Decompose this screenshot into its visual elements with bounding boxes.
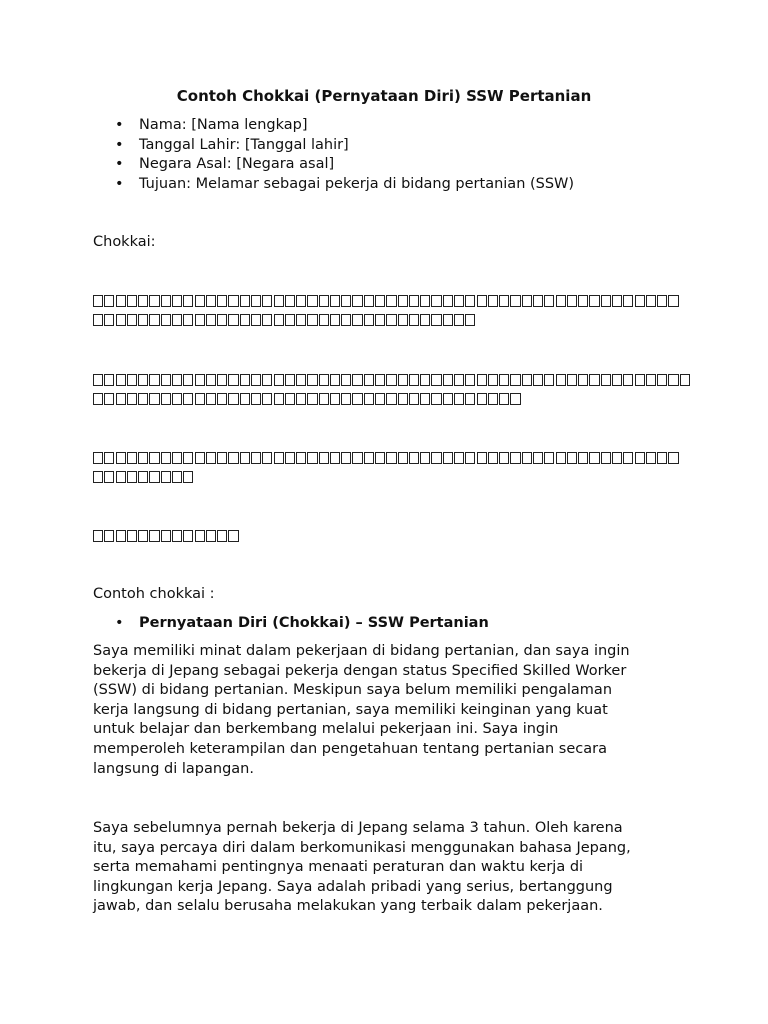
missing-glyph-box bbox=[307, 295, 317, 307]
missing-glyph-box bbox=[454, 393, 464, 405]
missing-glyph-box bbox=[646, 374, 656, 386]
missing-glyph-box bbox=[454, 374, 464, 386]
missing-glyph-box bbox=[375, 374, 385, 386]
missing-glyph-box bbox=[578, 452, 588, 464]
missing-glyph-box bbox=[364, 314, 374, 326]
missing-glyph-box bbox=[635, 374, 645, 386]
glyph-box-line bbox=[93, 448, 683, 468]
missing-glyph-box bbox=[262, 295, 272, 307]
info-item-text: Negara Asal: [Negara asal] bbox=[139, 156, 335, 173]
missing-glyph-box bbox=[657, 295, 667, 307]
info-item-country bbox=[93, 155, 688, 175]
paragraph-line: Saya memiliki minat dalam pekerjaan di bidang pertanian, dan saya ingin bbox=[93, 643, 630, 659]
missing-glyph-box bbox=[330, 295, 340, 307]
missing-glyph-box bbox=[127, 314, 137, 326]
missing-glyph-box bbox=[206, 452, 216, 464]
missing-glyph-box bbox=[116, 314, 126, 326]
missing-glyph-box bbox=[206, 393, 216, 405]
missing-glyph-box bbox=[274, 314, 284, 326]
missing-glyph-box bbox=[319, 295, 329, 307]
missing-glyph-box bbox=[431, 452, 441, 464]
missing-glyph-box bbox=[398, 295, 408, 307]
missing-glyph-box bbox=[364, 452, 374, 464]
unrendered-text-block-1 bbox=[93, 291, 683, 330]
missing-glyph-box bbox=[206, 530, 216, 542]
missing-glyph-box bbox=[296, 452, 306, 464]
missing-glyph-box bbox=[262, 314, 272, 326]
missing-glyph-box bbox=[578, 374, 588, 386]
missing-glyph-box bbox=[431, 314, 441, 326]
missing-glyph-box bbox=[228, 374, 238, 386]
missing-glyph-box bbox=[465, 314, 475, 326]
missing-glyph-box bbox=[172, 530, 182, 542]
missing-glyph-box bbox=[149, 314, 159, 326]
missing-glyph-box bbox=[556, 452, 566, 464]
missing-glyph-box bbox=[499, 393, 509, 405]
missing-glyph-box bbox=[646, 452, 656, 464]
example-heading: Pernyataan Diri (Chokkai) – SSW Pertanian bbox=[139, 615, 489, 631]
info-item-name bbox=[93, 116, 688, 136]
missing-glyph-box bbox=[149, 295, 159, 307]
missing-glyph-box bbox=[544, 452, 554, 464]
missing-glyph-box bbox=[195, 374, 205, 386]
missing-glyph-box bbox=[138, 452, 148, 464]
missing-glyph-box bbox=[488, 393, 498, 405]
missing-glyph-box bbox=[431, 295, 441, 307]
missing-glyph-box bbox=[477, 374, 487, 386]
missing-glyph-box bbox=[127, 471, 137, 483]
missing-glyph-box bbox=[228, 530, 238, 542]
missing-glyph-box bbox=[240, 374, 250, 386]
paragraph-line: (SSW) di bidang pertanian. Meskipun saya belum memiliki pengalaman bbox=[93, 682, 613, 699]
missing-glyph-box bbox=[488, 374, 498, 386]
missing-glyph-box bbox=[183, 374, 193, 386]
bullet-icon: • bbox=[115, 615, 124, 631]
missing-glyph-box bbox=[375, 452, 385, 464]
glyph-box-line bbox=[93, 370, 683, 390]
glyph-box-line bbox=[93, 390, 683, 410]
missing-glyph-box bbox=[589, 374, 599, 386]
missing-glyph-box bbox=[386, 314, 396, 326]
missing-glyph-box bbox=[477, 295, 487, 307]
missing-glyph-box bbox=[274, 295, 284, 307]
missing-glyph-box bbox=[477, 393, 487, 405]
glyph-box-line bbox=[93, 291, 683, 311]
missing-glyph-box bbox=[465, 393, 475, 405]
missing-glyph-box bbox=[398, 393, 408, 405]
missing-glyph-box bbox=[251, 374, 261, 386]
missing-glyph-box bbox=[285, 393, 295, 405]
missing-glyph-box bbox=[93, 393, 103, 405]
missing-glyph-box bbox=[352, 314, 362, 326]
missing-glyph-box bbox=[668, 295, 678, 307]
info-item-purpose bbox=[93, 175, 688, 195]
missing-glyph-box bbox=[307, 452, 317, 464]
missing-glyph-box bbox=[172, 393, 182, 405]
missing-glyph-box bbox=[217, 314, 227, 326]
missing-glyph-box bbox=[488, 295, 498, 307]
missing-glyph-box bbox=[420, 452, 430, 464]
missing-glyph-box bbox=[668, 374, 678, 386]
missing-glyph-box bbox=[319, 314, 329, 326]
missing-glyph-box bbox=[262, 452, 272, 464]
missing-glyph-box bbox=[657, 374, 667, 386]
missing-glyph-box bbox=[104, 295, 114, 307]
missing-glyph-box bbox=[567, 374, 577, 386]
missing-glyph-box bbox=[251, 452, 261, 464]
missing-glyph-box bbox=[307, 374, 317, 386]
missing-glyph-box bbox=[138, 374, 148, 386]
paragraph-line: untuk belajar dan berkembang melalui pekerjaan ini. Saya ingin bbox=[93, 721, 559, 738]
example-label: Contoh chokkai : bbox=[93, 586, 215, 602]
missing-glyph-box bbox=[510, 374, 520, 386]
missing-glyph-box bbox=[116, 452, 126, 464]
missing-glyph-box bbox=[375, 314, 385, 326]
missing-glyph-box bbox=[443, 374, 453, 386]
missing-glyph-box bbox=[420, 314, 430, 326]
missing-glyph-box bbox=[127, 530, 137, 542]
paragraph-line: bekerja di Jepang sebagai pekerja dengan status Specified Skilled Worker bbox=[93, 662, 627, 679]
missing-glyph-box bbox=[172, 374, 182, 386]
missing-glyph-box bbox=[161, 374, 171, 386]
info-item-text: Tujuan: Melamar sebagai pekerja di bidang pertanian (SSW) bbox=[139, 175, 575, 192]
missing-glyph-box bbox=[138, 530, 148, 542]
missing-glyph-box bbox=[183, 295, 193, 307]
missing-glyph-box bbox=[149, 471, 159, 483]
missing-glyph-box bbox=[217, 393, 227, 405]
missing-glyph-box bbox=[635, 452, 645, 464]
missing-glyph-box bbox=[127, 452, 137, 464]
missing-glyph-box bbox=[443, 295, 453, 307]
missing-glyph-box bbox=[386, 452, 396, 464]
bullet-icon: • bbox=[115, 117, 124, 133]
missing-glyph-box bbox=[127, 393, 137, 405]
applicant-info-list bbox=[93, 116, 688, 194]
missing-glyph-box bbox=[341, 295, 351, 307]
paragraph-line: lingkungan kerja Jepang. Saya adalah pribadi yang serius, bertanggung bbox=[93, 878, 613, 895]
missing-glyph-box bbox=[319, 452, 329, 464]
missing-glyph-box bbox=[398, 374, 408, 386]
missing-glyph-box bbox=[161, 393, 171, 405]
unrendered-text-block-2 bbox=[93, 370, 683, 409]
missing-glyph-box bbox=[228, 393, 238, 405]
missing-glyph-box bbox=[274, 393, 284, 405]
paragraph-line: serta memahami pentingnya menaati peraturan dan waktu kerja di bbox=[93, 859, 584, 876]
missing-glyph-box bbox=[206, 314, 216, 326]
missing-glyph-box bbox=[567, 295, 577, 307]
glyph-box-line bbox=[93, 468, 683, 488]
missing-glyph-box bbox=[228, 452, 238, 464]
paragraph-2 bbox=[93, 819, 663, 917]
missing-glyph-box bbox=[330, 393, 340, 405]
missing-glyph-box bbox=[285, 452, 295, 464]
missing-glyph-box bbox=[443, 393, 453, 405]
missing-glyph-box bbox=[623, 452, 633, 464]
missing-glyph-box bbox=[398, 314, 408, 326]
missing-glyph-box bbox=[510, 393, 520, 405]
missing-glyph-box bbox=[680, 374, 690, 386]
missing-glyph-box bbox=[104, 374, 114, 386]
missing-glyph-box bbox=[443, 452, 453, 464]
missing-glyph-box bbox=[499, 452, 509, 464]
missing-glyph-box bbox=[589, 295, 599, 307]
missing-glyph-box bbox=[138, 471, 148, 483]
missing-glyph-box bbox=[544, 374, 554, 386]
paragraph-line: kerja langsung di bidang pertanian, saya memiliki keinginan yang kuat bbox=[93, 701, 608, 718]
example-heading-item bbox=[93, 613, 489, 633]
missing-glyph-box bbox=[296, 295, 306, 307]
paragraph-line: langsung di lapangan. bbox=[93, 760, 254, 777]
missing-glyph-box bbox=[138, 314, 148, 326]
missing-glyph-box bbox=[307, 393, 317, 405]
missing-glyph-box bbox=[601, 295, 611, 307]
missing-glyph-box bbox=[262, 393, 272, 405]
missing-glyph-box bbox=[195, 314, 205, 326]
missing-glyph-box bbox=[488, 452, 498, 464]
missing-glyph-box bbox=[352, 295, 362, 307]
missing-glyph-box bbox=[409, 314, 419, 326]
missing-glyph-box bbox=[646, 295, 656, 307]
missing-glyph-box bbox=[104, 393, 114, 405]
missing-glyph-box bbox=[285, 374, 295, 386]
missing-glyph-box bbox=[93, 314, 103, 326]
missing-glyph-box bbox=[93, 530, 103, 542]
missing-glyph-box bbox=[522, 374, 532, 386]
missing-glyph-box bbox=[104, 471, 114, 483]
missing-glyph-box bbox=[431, 393, 441, 405]
missing-glyph-box bbox=[612, 374, 622, 386]
missing-glyph-box bbox=[195, 393, 205, 405]
missing-glyph-box bbox=[149, 452, 159, 464]
missing-glyph-box bbox=[172, 314, 182, 326]
missing-glyph-box bbox=[386, 374, 396, 386]
missing-glyph-box bbox=[465, 295, 475, 307]
missing-glyph-box bbox=[217, 374, 227, 386]
missing-glyph-box bbox=[296, 393, 306, 405]
missing-glyph-box bbox=[510, 452, 520, 464]
info-item-text: Tanggal Lahir: [Tanggal lahir] bbox=[139, 136, 349, 153]
missing-glyph-box bbox=[183, 452, 193, 464]
missing-glyph-box bbox=[341, 374, 351, 386]
paragraph-1 bbox=[93, 642, 663, 779]
missing-glyph-box bbox=[93, 471, 103, 483]
missing-glyph-box bbox=[172, 452, 182, 464]
missing-glyph-box bbox=[240, 393, 250, 405]
missing-glyph-box bbox=[161, 452, 171, 464]
unrendered-text-block-4 bbox=[93, 526, 683, 546]
missing-glyph-box bbox=[499, 374, 509, 386]
missing-glyph-box bbox=[499, 295, 509, 307]
paragraph-line: itu, saya percaya diri dalam berkomunikasi menggunakan bahasa Jepang, bbox=[93, 839, 631, 856]
missing-glyph-box bbox=[386, 295, 396, 307]
chokkai-label: Chokkai: bbox=[93, 234, 156, 250]
missing-glyph-box bbox=[635, 295, 645, 307]
missing-glyph-box bbox=[510, 295, 520, 307]
missing-glyph-box bbox=[251, 295, 261, 307]
missing-glyph-box bbox=[364, 295, 374, 307]
missing-glyph-box bbox=[93, 452, 103, 464]
missing-glyph-box bbox=[364, 393, 374, 405]
missing-glyph-box bbox=[217, 452, 227, 464]
missing-glyph-box bbox=[544, 295, 554, 307]
missing-glyph-box bbox=[183, 393, 193, 405]
missing-glyph-box bbox=[454, 452, 464, 464]
missing-glyph-box bbox=[364, 374, 374, 386]
missing-glyph-box bbox=[352, 393, 362, 405]
missing-glyph-box bbox=[341, 393, 351, 405]
missing-glyph-box bbox=[409, 393, 419, 405]
missing-glyph-box bbox=[206, 374, 216, 386]
missing-glyph-box bbox=[116, 295, 126, 307]
missing-glyph-box bbox=[217, 530, 227, 542]
missing-glyph-box bbox=[104, 314, 114, 326]
missing-glyph-box bbox=[251, 314, 261, 326]
missing-glyph-box bbox=[296, 314, 306, 326]
missing-glyph-box bbox=[330, 374, 340, 386]
missing-glyph-box bbox=[409, 452, 419, 464]
missing-glyph-box bbox=[386, 393, 396, 405]
missing-glyph-box bbox=[274, 452, 284, 464]
missing-glyph-box bbox=[556, 295, 566, 307]
missing-glyph-box bbox=[668, 452, 678, 464]
missing-glyph-box bbox=[533, 295, 543, 307]
missing-glyph-box bbox=[195, 452, 205, 464]
bullet-icon: • bbox=[115, 175, 124, 192]
missing-glyph-box bbox=[443, 314, 453, 326]
missing-glyph-box bbox=[149, 374, 159, 386]
missing-glyph-box bbox=[330, 314, 340, 326]
missing-glyph-box bbox=[172, 295, 182, 307]
missing-glyph-box bbox=[228, 295, 238, 307]
missing-glyph-box bbox=[454, 295, 464, 307]
missing-glyph-box bbox=[274, 374, 284, 386]
unrendered-text-block-3 bbox=[93, 448, 683, 487]
missing-glyph-box bbox=[522, 452, 532, 464]
glyph-box-line bbox=[93, 526, 683, 546]
missing-glyph-box bbox=[398, 452, 408, 464]
missing-glyph-box bbox=[206, 295, 216, 307]
missing-glyph-box bbox=[251, 393, 261, 405]
missing-glyph-box bbox=[375, 393, 385, 405]
missing-glyph-box bbox=[296, 374, 306, 386]
missing-glyph-box bbox=[183, 314, 193, 326]
missing-glyph-box bbox=[228, 314, 238, 326]
missing-glyph-box bbox=[589, 452, 599, 464]
missing-glyph-box bbox=[285, 295, 295, 307]
info-item-birthdate bbox=[93, 136, 688, 156]
missing-glyph-box bbox=[138, 295, 148, 307]
missing-glyph-box bbox=[567, 452, 577, 464]
missing-glyph-box bbox=[217, 295, 227, 307]
missing-glyph-box bbox=[104, 452, 114, 464]
missing-glyph-box bbox=[330, 452, 340, 464]
missing-glyph-box bbox=[285, 314, 295, 326]
info-item-text: Nama: [Nama lengkap] bbox=[139, 117, 308, 133]
missing-glyph-box bbox=[601, 374, 611, 386]
missing-glyph-box bbox=[420, 374, 430, 386]
missing-glyph-box bbox=[116, 471, 126, 483]
missing-glyph-box bbox=[319, 393, 329, 405]
missing-glyph-box bbox=[93, 295, 103, 307]
missing-glyph-box bbox=[522, 295, 532, 307]
missing-glyph-box bbox=[601, 452, 611, 464]
missing-glyph-box bbox=[161, 471, 171, 483]
missing-glyph-box bbox=[195, 530, 205, 542]
missing-glyph-box bbox=[454, 314, 464, 326]
missing-glyph-box bbox=[465, 452, 475, 464]
missing-glyph-box bbox=[127, 295, 137, 307]
missing-glyph-box bbox=[116, 530, 126, 542]
missing-glyph-box bbox=[409, 374, 419, 386]
missing-glyph-box bbox=[138, 393, 148, 405]
missing-glyph-box bbox=[183, 471, 193, 483]
missing-glyph-box bbox=[623, 374, 633, 386]
missing-glyph-box bbox=[578, 295, 588, 307]
missing-glyph-box bbox=[262, 374, 272, 386]
missing-glyph-box bbox=[375, 295, 385, 307]
missing-glyph-box bbox=[161, 530, 171, 542]
missing-glyph-box bbox=[431, 374, 441, 386]
bullet-icon: • bbox=[115, 156, 124, 173]
missing-glyph-box bbox=[161, 295, 171, 307]
missing-glyph-box bbox=[161, 314, 171, 326]
missing-glyph-box bbox=[533, 452, 543, 464]
missing-glyph-box bbox=[240, 314, 250, 326]
missing-glyph-box bbox=[240, 295, 250, 307]
paragraph-line: jawab, dan selalu berusaha melakukan yang terbaik dalam pekerjaan. bbox=[93, 898, 603, 915]
missing-glyph-box bbox=[172, 471, 182, 483]
missing-glyph-box bbox=[149, 530, 159, 542]
missing-glyph-box bbox=[352, 374, 362, 386]
missing-glyph-box bbox=[657, 452, 667, 464]
missing-glyph-box bbox=[341, 314, 351, 326]
missing-glyph-box bbox=[612, 452, 622, 464]
missing-glyph-box bbox=[149, 393, 159, 405]
missing-glyph-box bbox=[116, 393, 126, 405]
missing-glyph-box bbox=[127, 374, 137, 386]
missing-glyph-box bbox=[183, 530, 193, 542]
missing-glyph-box bbox=[533, 374, 543, 386]
missing-glyph-box bbox=[93, 374, 103, 386]
missing-glyph-box bbox=[116, 374, 126, 386]
missing-glyph-box bbox=[420, 295, 430, 307]
document-title: Contoh Chokkai (Pernyataan Diri) SSW Pertanian bbox=[176, 87, 592, 105]
missing-glyph-box bbox=[319, 374, 329, 386]
paragraph-line: memperoleh keterampilan dan pengetahuan tentang pertanian secara bbox=[93, 740, 607, 757]
missing-glyph-box bbox=[465, 374, 475, 386]
missing-glyph-box bbox=[104, 530, 114, 542]
missing-glyph-box bbox=[420, 393, 430, 405]
missing-glyph-box bbox=[240, 452, 250, 464]
missing-glyph-box bbox=[623, 295, 633, 307]
bullet-icon: • bbox=[115, 136, 124, 153]
missing-glyph-box bbox=[352, 452, 362, 464]
missing-glyph-box bbox=[307, 314, 317, 326]
missing-glyph-box bbox=[341, 452, 351, 464]
missing-glyph-box bbox=[195, 295, 205, 307]
missing-glyph-box bbox=[409, 295, 419, 307]
missing-glyph-box bbox=[556, 374, 566, 386]
missing-glyph-box bbox=[612, 295, 622, 307]
paragraph-line: Saya sebelumnya pernah bekerja di Jepang selama 3 tahun. Oleh karena bbox=[93, 820, 623, 836]
glyph-box-line bbox=[93, 311, 683, 331]
missing-glyph-box bbox=[477, 452, 487, 464]
